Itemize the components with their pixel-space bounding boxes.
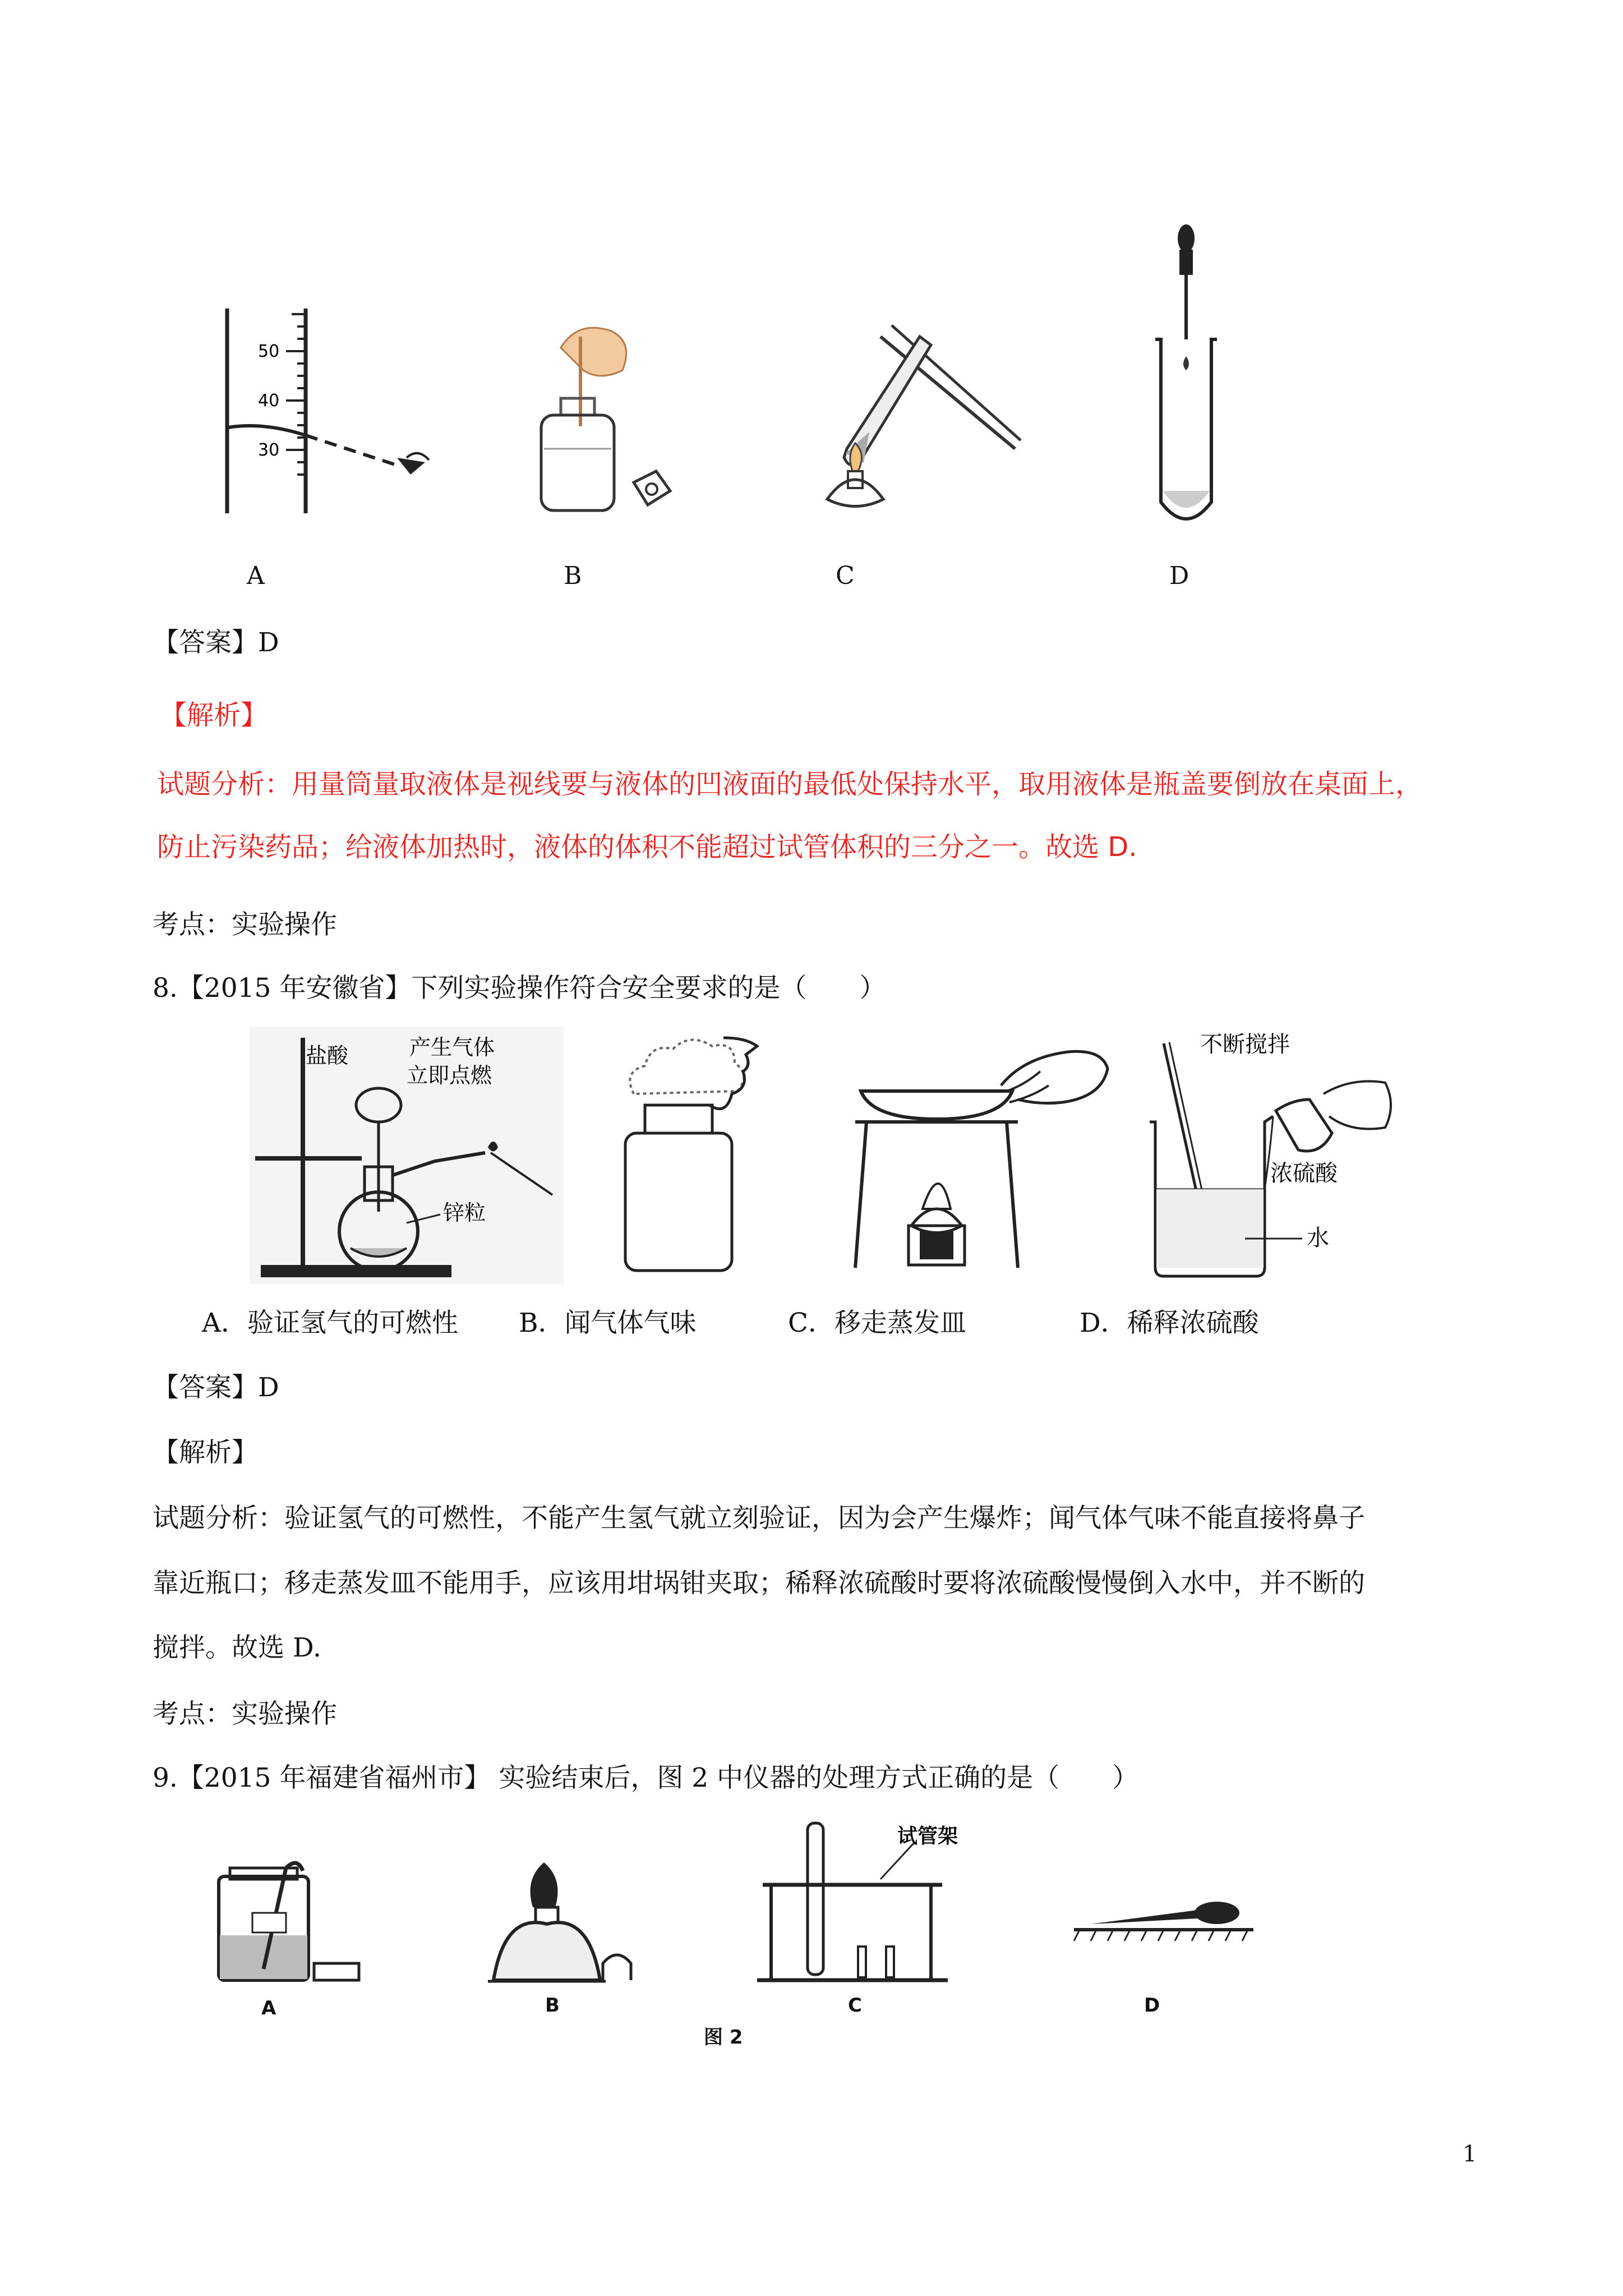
q8-analysis-line: 试题分析：验证氢气的可燃性，不能产生氢气就立刻验证，因为会产生爆炸；闻气体气味不能直接将鼻子	[153, 1503, 1365, 1534]
q9-figure-d-dropper-on-table	[1068, 1885, 1265, 1958]
q8-option-a: A．验证氢气的可燃性	[202, 1308, 458, 1338]
stir-label: 不断搅拌	[1200, 1032, 1290, 1057]
q8-analysis-title: 【解析】	[153, 1437, 258, 1468]
ignite-label: 立即点燃	[407, 1063, 492, 1088]
q8-figure-d-dilute-acid	[1138, 1021, 1419, 1285]
q7-option-label-c: C	[836, 562, 855, 590]
zinc-label: 锌粒	[443, 1200, 486, 1225]
q9-figure-label-c: C	[848, 1994, 862, 2017]
page-number: 1	[1463, 2141, 1477, 2167]
q7-answer: 【答案】D	[153, 627, 279, 658]
q7-option-label-a: A	[247, 562, 265, 590]
acid-label: 浓硫酸	[1270, 1161, 1338, 1186]
q8-analysis-line: 靠近瓶口；移走蒸发皿不能用手，应该用坩埚钳夹取；稀释浓硫酸时要将浓硫酸慢慢倒入水中，并不断的	[153, 1568, 1365, 1599]
q8-option-c: C．移走蒸发皿	[788, 1308, 966, 1338]
q8-figure-c-evaporating-dish	[844, 1024, 1113, 1276]
rack-label: 试管架	[897, 1825, 958, 1848]
q7-figure-c-heating-test-tube	[796, 303, 1032, 522]
q9-figure-c-test-tube-rack	[751, 1818, 987, 1986]
gas-label: 产生气体	[409, 1035, 495, 1060]
tick-label: 40	[258, 391, 280, 411]
q7-analysis-line: 防止污染药品；给液体加热时，液体的体积不能超过试管体积的三分之一。故选 D.	[157, 831, 1137, 863]
q9-figure-a-reagent-bottle	[213, 1857, 365, 1986]
q8-kaodian: 考点：实验操作	[153, 1699, 337, 1729]
q8-option-b: B．闻气体气味	[519, 1308, 697, 1338]
q8-stem: 8.【2015 年安徽省】下列实验操作符合安全要求的是（ ）	[153, 973, 886, 1004]
tick-label: 30	[258, 440, 280, 460]
q8-option-d: D．稀释浓硫酸	[1080, 1308, 1259, 1338]
q7-figure-d-dropper-tube	[1144, 222, 1228, 524]
q7-analysis-line: 试题分析：用量筒量取液体是视线要与液体的凹液面的最低处保持水平，取用液体是瓶盖要倒放在桌面上，	[157, 769, 1423, 800]
q9-figure-label-b: B	[545, 1994, 560, 2017]
q7-figure-a-graduated-cylinder	[213, 303, 449, 522]
q9-figure-label-d: D	[1144, 1994, 1160, 2017]
q8-answer: 【答案】D	[153, 1372, 279, 1403]
q9-figure-label-a: A	[261, 1997, 276, 2019]
q8-analysis-line: 搅拌。故选 D.	[153, 1632, 321, 1663]
q7-figure-b-dropper-bottle	[527, 314, 695, 522]
q7-analysis-title: 【解析】	[160, 700, 268, 731]
q8-figure-b-smell-gas	[611, 1032, 774, 1279]
q7-option-label-b: B	[564, 562, 582, 590]
hcl-label: 盐酸	[306, 1043, 349, 1068]
tick-label: 50	[258, 342, 280, 361]
q9-figure-caption: 图 2	[704, 2026, 743, 2049]
q9-figure-b-alcohol-lamp	[482, 1857, 639, 1986]
q7-option-label-d: D	[1169, 562, 1189, 590]
q7-kaodian: 考点：实验操作	[153, 909, 337, 940]
q8-figure-a-hydrogen-apparatus	[250, 1027, 564, 1285]
water-label: 水	[1307, 1225, 1329, 1251]
q9-stem: 9.【2015 年福建省福州市】 实验结束后，图 2 中仪器的处理方式正确的是（ ）	[153, 1763, 1139, 1793]
